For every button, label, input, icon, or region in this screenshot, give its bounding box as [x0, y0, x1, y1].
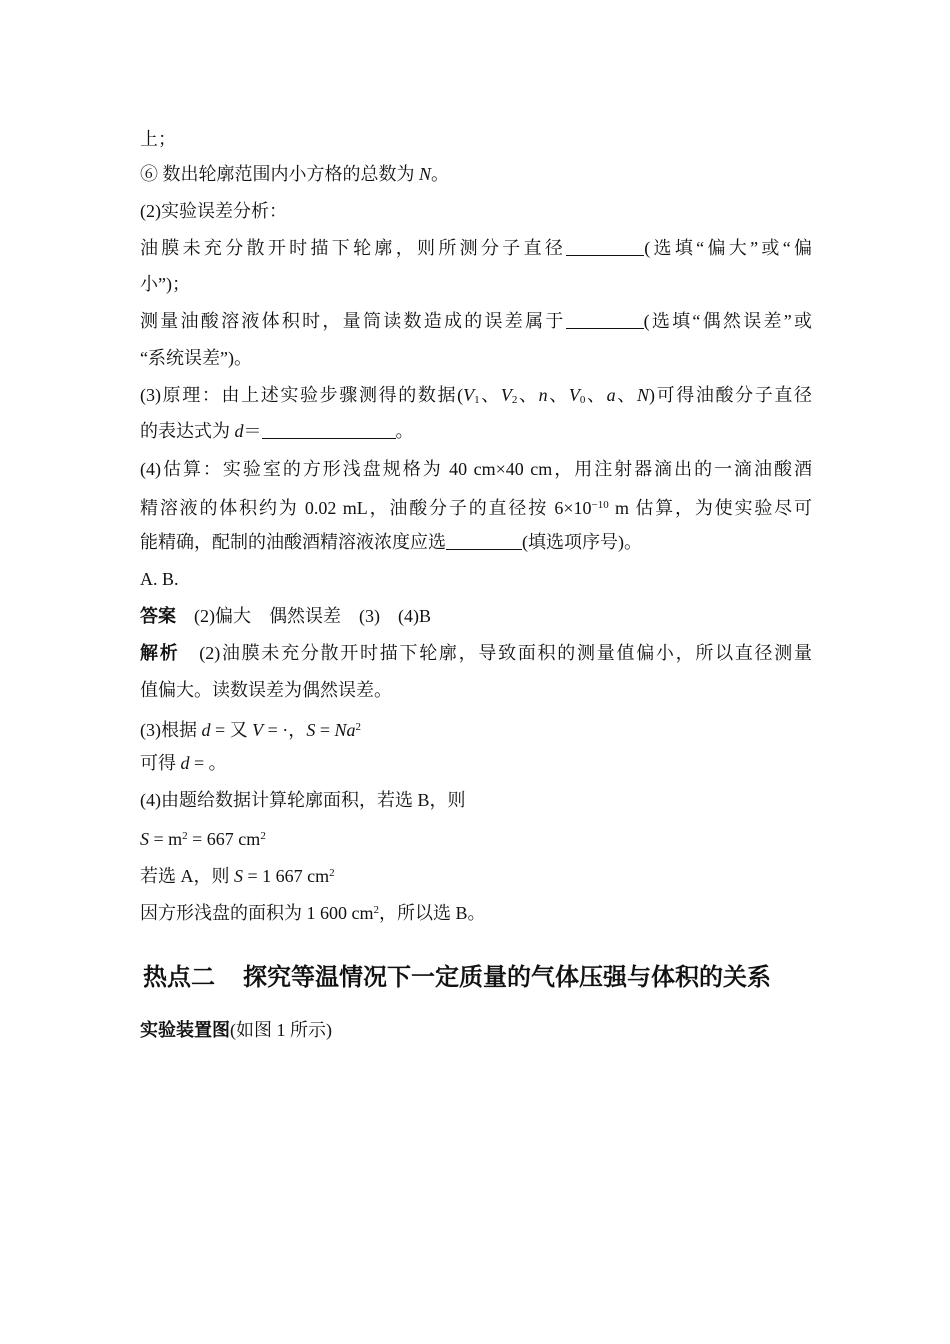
answer-line: 答案 (2)偏大 偶然误差 (3) (4)B — [140, 606, 431, 627]
answer-label: 答案 — [140, 606, 176, 627]
question-2-line-1: 油膜未充分散开时描下轮廓，则所测分子直径 (选填“偏大”或“偏 — [140, 238, 812, 258]
section-heading — [143, 961, 813, 993]
options-line: A. B. — [140, 569, 179, 589]
section-number: 热点二 — [143, 963, 215, 991]
answer-blank — [446, 531, 522, 550]
analysis-line-6: $S = m^2 = 667$ $cm^2$ — [140, 829, 266, 849]
answer-blank — [566, 237, 644, 256]
analysis-line-2: 值偏大。读数误差为偶然误差。 — [140, 680, 392, 700]
analysis-line-8: 因方形浅盘的面积为 1 600 $cm^2$，所以选 B。 — [140, 903, 486, 923]
analysis-label: 解析 — [140, 643, 180, 664]
analysis-line-3: (3)根据 d = 又 V = ·，$S = Na^2$ — [140, 720, 361, 740]
line-step-continued: 上； — [140, 129, 176, 149]
question-2-line-2: 小”)； — [140, 274, 190, 294]
question-4-line-1: (4)估算：实验室的方形浅盘规格为 40 cm×40 cm，用注射器滴出的一滴油酸酒 — [140, 459, 812, 479]
section-title: 探究等温情况下一定质量的气体压强与体积的关系 — [243, 963, 771, 991]
analysis-line-7: 若选 A，则 S = 1 667 $cm^2$ — [140, 866, 335, 886]
analysis-line-1: 解析 (2)油膜未充分散开时描下轮廓，导致面积的测量值偏小，所以直径测量 — [140, 643, 813, 664]
question-2-line-4: “系统误差”)。 — [140, 348, 252, 368]
figure-caption: 实验装置图(如图 1 所示) — [140, 1020, 332, 1041]
answer-blank — [262, 420, 396, 439]
question-3-line-2: 的表达式为 d＝ 。 — [140, 421, 414, 441]
analysis-line-4: 可得 d = 。 — [140, 753, 227, 773]
analysis-line-5: (4)由题给数据计算轮廓面积，若选 B，则 — [140, 790, 466, 810]
line-step-6: ⑥ 数出轮廓范围内小方格的总数为 N。 — [140, 164, 450, 184]
question-4-line-3: 能精确，配制的油酸酒精溶液浓度应选 (填选项序号)。 — [140, 532, 642, 552]
question-3-line-1: (3)原理：由上述实验步骤测得的数据($V_1$、$V_2$、n、$V_0$、a、N)可得油酸分子直径 — [140, 385, 813, 406]
question-2-line-3: 测量油酸溶液体积时，量筒读数造成的误差属于 (选填“偶然误差”或 — [140, 311, 812, 331]
question-4-line-2: 精溶液的体积约为 0.02 mL，油酸分子的直径按 $6\times 10^{-10}$ m 估算，为使实验尽可 — [140, 498, 812, 518]
question-2-heading: (2)实验误差分析： — [140, 201, 287, 221]
answer-blank — [566, 310, 644, 329]
